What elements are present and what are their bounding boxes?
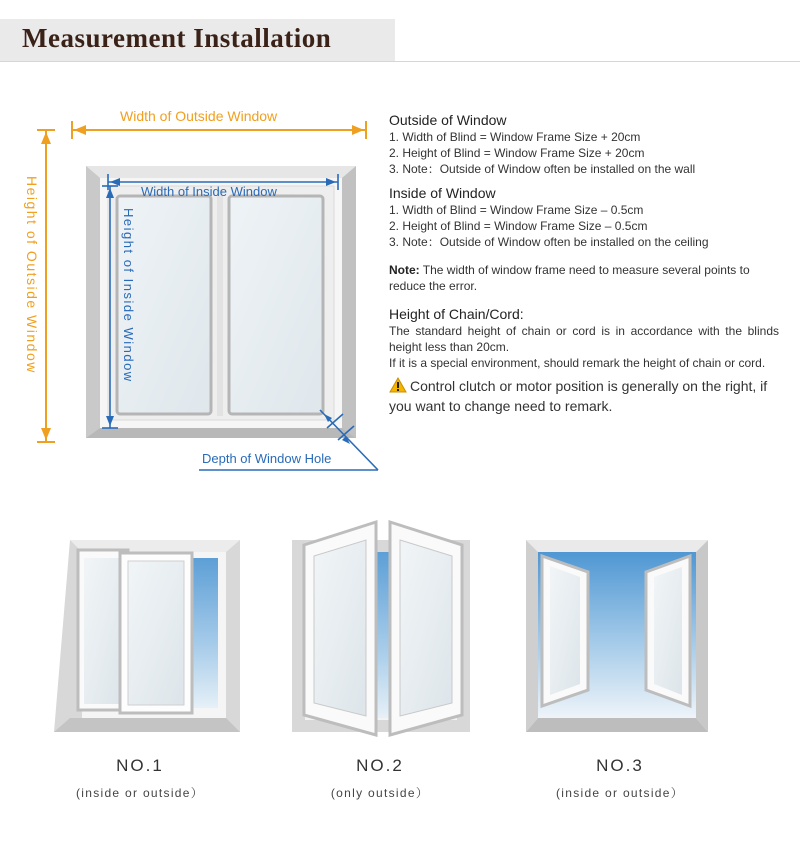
inside-section: [389, 185, 779, 250]
caption-3: [520, 756, 720, 801]
outside-item-2: 2. Height of Blind = Window Frame Size + 20cm: [389, 146, 645, 160]
note-label: Note:: [389, 263, 420, 277]
window-type-3: [520, 530, 715, 740]
caption-2: [280, 756, 480, 801]
note: [389, 262, 779, 294]
caption-1-label: NO.1: [116, 756, 164, 775]
chain-title: Height of Chain/Cord:: [389, 306, 524, 322]
page-title: Measurement Installation: [22, 23, 332, 53]
chain-para-1: The standard height of chain or cord is in accordance with the blinds height less than 20cm.: [389, 324, 779, 354]
chain-para-2: If it is a special environment, should remark the height of chain or cord.: [389, 356, 766, 370]
window-type-2: [285, 515, 475, 740]
caption-3-label: NO.3: [596, 756, 644, 775]
header-band: [0, 19, 800, 62]
warning: [389, 377, 779, 415]
inside-width-label: Width of Inside Window: [141, 184, 277, 199]
caption-2-label: NO.2: [356, 756, 404, 775]
outside-section: [389, 112, 779, 177]
outside-height-label: Height of Outside Window: [24, 176, 40, 374]
inside-item-1: 1. Width of Blind = Window Frame Size – 0.5cm: [389, 203, 644, 217]
warning-icon: [389, 377, 407, 397]
note-text: The width of window frame need to measure several points to reduce the error.: [389, 263, 750, 293]
outside-title: Outside of Window: [389, 112, 507, 128]
caption-1: [40, 756, 240, 801]
inside-item-3: 3. Note：Outside of Window often be installed on the ceiling: [389, 235, 709, 249]
inside-item-2: 2. Height of Blind = Window Frame Size – 0.5cm: [389, 219, 648, 233]
caption-3-sub: (inside or outside）: [555, 786, 685, 800]
outside-item-1: 1. Width of Blind = Window Frame Size + 20cm: [389, 130, 641, 144]
caption-1-sub: (inside or outside）: [75, 786, 205, 800]
window-type-1: [50, 530, 250, 740]
depth-label: Depth of Window Hole: [202, 451, 332, 466]
title-box: [0, 19, 395, 61]
inside-height-label: Height of Inside Window: [121, 208, 136, 383]
outside-width-label: Width of Outside Window: [120, 108, 278, 124]
warning-text: Control clutch or motor position is generally on the right, if you want to change need to remark.: [389, 378, 768, 414]
outside-item-3: 3. Note：Outside of Window often be installed on the wall: [389, 162, 696, 176]
inside-title: Inside of Window: [389, 185, 496, 201]
caption-2-sub: (only outside）: [330, 786, 430, 800]
measurement-diagram: [0, 100, 390, 480]
instructions: [389, 112, 779, 415]
